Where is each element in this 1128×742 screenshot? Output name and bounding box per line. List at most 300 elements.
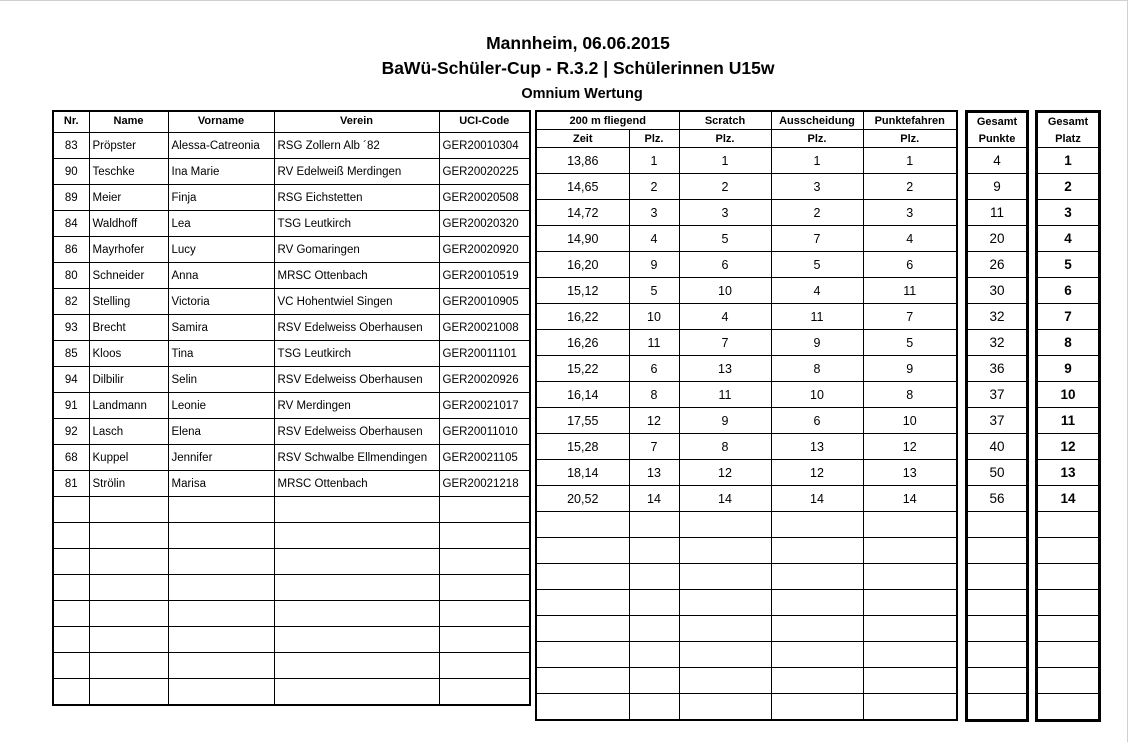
cell-scratch-plz: 12 [679, 460, 771, 486]
cell-punktefahren-plz: 9 [863, 356, 957, 382]
table-row [967, 200, 1028, 226]
cell-gesamt-punkte [967, 564, 1028, 590]
cell-zeit-plz: 1 [629, 148, 679, 174]
table-row [1037, 616, 1100, 642]
cell-nr [53, 653, 89, 679]
cell-punktefahren-plz [863, 668, 957, 694]
cell-gesamt-platz: 14 [1037, 486, 1100, 512]
cell-gesamt-punkte: 40 [967, 434, 1028, 460]
cell-name: Stelling [89, 289, 168, 315]
cell-ausscheidung-plz: 8 [771, 356, 863, 382]
table-row [1037, 434, 1100, 460]
table-row [53, 575, 530, 601]
cell-zeit: 15,28 [536, 434, 629, 460]
cell-scratch-plz: 11 [679, 382, 771, 408]
cell-vorname: Finja [168, 185, 274, 211]
table-row [1037, 382, 1100, 408]
ranking-subtitle: Omnium Wertung [521, 86, 643, 102]
cell-punktefahren-plz: 4 [863, 226, 957, 252]
cell-vorname [168, 627, 274, 653]
cell-verein [274, 627, 439, 653]
cell-gesamt-platz: 10 [1037, 382, 1100, 408]
cell-zeit: 14,90 [536, 226, 629, 252]
cell-verein [274, 679, 439, 706]
cell-verein: RSV Edelweiss Oberhausen [274, 367, 439, 393]
table-row [536, 356, 957, 382]
cell-vorname: Anna [168, 263, 274, 289]
cell-nr [53, 497, 89, 523]
cell-uci-code [439, 627, 530, 653]
cell-gesamt-platz: 4 [1037, 226, 1100, 252]
cell-zeit [536, 590, 629, 616]
cell-gesamt-platz [1037, 564, 1100, 590]
table-row [967, 694, 1028, 721]
cell-ausscheidung-plz: 3 [771, 174, 863, 200]
table-row [536, 226, 957, 252]
cell-nr: 94 [53, 367, 89, 393]
cell-gesamt-punkte [967, 512, 1028, 538]
cell-punktefahren-plz: 10 [863, 408, 957, 434]
cell-uci-code [439, 679, 530, 706]
cell-nr: 80 [53, 263, 89, 289]
cell-nr: 92 [53, 419, 89, 445]
table-row [536, 590, 957, 616]
cell-zeit [536, 512, 629, 538]
cell-gesamt-punkte: 11 [967, 200, 1028, 226]
cell-punktefahren-plz [863, 616, 957, 642]
table-row [1037, 330, 1100, 356]
cell-nr: 82 [53, 289, 89, 315]
cell-nr [53, 575, 89, 601]
cell-uci-code: GER20010905 [439, 289, 530, 315]
cell-name: Mayrhofer [89, 237, 168, 263]
table-row [536, 460, 957, 486]
cell-scratch-plz: 9 [679, 408, 771, 434]
table-row [967, 252, 1028, 278]
cell-punktefahren-plz: 12 [863, 434, 957, 460]
cell-zeit-plz [629, 642, 679, 668]
cell-scratch-plz: 5 [679, 226, 771, 252]
cell-name: Meier [89, 185, 168, 211]
cell-gesamt-platz: 7 [1037, 304, 1100, 330]
cell-gesamt-punkte [967, 590, 1028, 616]
table-row [967, 590, 1028, 616]
cell-ausscheidung-plz [771, 590, 863, 616]
cell-gesamt-platz: 3 [1037, 200, 1100, 226]
cell-verein: RSV Edelweiss Oberhausen [274, 419, 439, 445]
table-row [967, 642, 1028, 668]
table-row [53, 159, 530, 185]
cell-gesamt-platz [1037, 616, 1100, 642]
cell-gesamt-punkte: 20 [967, 226, 1028, 252]
table-row [967, 564, 1028, 590]
table-row [536, 668, 957, 694]
table-row [53, 601, 530, 627]
table-row [53, 523, 530, 549]
cell-gesamt-platz: 12 [1037, 434, 1100, 460]
cell-nr: 86 [53, 237, 89, 263]
table-row [536, 538, 957, 564]
cell-vorname: Jennifer [168, 445, 274, 471]
cell-verein: RSG Eichstetten [274, 185, 439, 211]
cell-verein [274, 523, 439, 549]
cell-verein: TSG Leutkirch [274, 341, 439, 367]
cell-uci-code: GER20020225 [439, 159, 530, 185]
table-row [536, 148, 957, 174]
cell-nr [53, 679, 89, 706]
cell-zeit [536, 668, 629, 694]
cell-vorname: Lea [168, 211, 274, 237]
cell-nr [53, 523, 89, 549]
col-header-nr: Nr. [53, 111, 89, 133]
table-row [536, 382, 957, 408]
cell-uci-code [439, 575, 530, 601]
col-header-name: Name [89, 111, 168, 133]
cell-punktefahren-plz: 14 [863, 486, 957, 512]
table-row [1037, 512, 1100, 538]
col-header-zeit: Zeit [536, 130, 629, 148]
cell-vorname: Leonie [168, 393, 274, 419]
cell-uci-code: GER20020320 [439, 211, 530, 237]
col-header-scratch: Scratch [679, 111, 771, 130]
cell-ausscheidung-plz [771, 616, 863, 642]
table-row [53, 653, 530, 679]
cell-uci-code: GER20011010 [439, 419, 530, 445]
table-row [53, 679, 530, 706]
cell-ausscheidung-plz: 4 [771, 278, 863, 304]
cell-gesamt-punkte: 32 [967, 304, 1028, 330]
cell-gesamt-platz: 8 [1037, 330, 1100, 356]
table-row [1037, 278, 1100, 304]
cell-zeit-plz: 14 [629, 486, 679, 512]
cell-punktefahren-plz [863, 512, 957, 538]
table-row [967, 148, 1028, 174]
cell-scratch-plz: 7 [679, 330, 771, 356]
cell-name: Kloos [89, 341, 168, 367]
cell-vorname: Tina [168, 341, 274, 367]
table-row [967, 174, 1028, 200]
cell-punktefahren-plz: 11 [863, 278, 957, 304]
cell-punktefahren-plz [863, 564, 957, 590]
cell-ausscheidung-plz [771, 538, 863, 564]
table-row [967, 512, 1028, 538]
cell-uci-code [439, 523, 530, 549]
cell-verein: RSV Edelweiss Oberhausen [274, 315, 439, 341]
cell-zeit-plz: 8 [629, 382, 679, 408]
cell-vorname: Ina Marie [168, 159, 274, 185]
cell-verein: RSV Schwalbe Ellmendingen [274, 445, 439, 471]
table-row [967, 668, 1028, 694]
cell-name [89, 549, 168, 575]
event-title: BaWü-Schüler-Cup - R.3.2 | Schülerinnen U15w [381, 58, 775, 78]
cell-vorname [168, 575, 274, 601]
cell-punktefahren-plz: 7 [863, 304, 957, 330]
cell-gesamt-punkte: 50 [967, 460, 1028, 486]
col-header-verein: Verein [274, 111, 439, 133]
table-row [536, 278, 957, 304]
cell-name: Strölin [89, 471, 168, 497]
cell-name [89, 627, 168, 653]
cell-uci-code: GER20020508 [439, 185, 530, 211]
cell-nr: 93 [53, 315, 89, 341]
cell-verein: MRSC Ottenbach [274, 263, 439, 289]
table-row [1037, 148, 1100, 174]
cell-gesamt-platz: 9 [1037, 356, 1100, 382]
cell-scratch-plz: 10 [679, 278, 771, 304]
cell-zeit: 18,14 [536, 460, 629, 486]
cell-scratch-plz: 2 [679, 174, 771, 200]
cell-verein [274, 601, 439, 627]
cell-uci-code: GER20010304 [439, 133, 530, 159]
cell-zeit: 14,65 [536, 174, 629, 200]
table-row [1037, 304, 1100, 330]
cell-ausscheidung-plz [771, 512, 863, 538]
table-row [967, 460, 1028, 486]
cell-verein [274, 653, 439, 679]
col-header-vorname: Vorname [168, 111, 274, 133]
col-header-200m-fliegend: 200 m fliegend [536, 111, 679, 130]
table-row [53, 211, 530, 237]
cell-zeit-plz: 4 [629, 226, 679, 252]
cell-name: Brecht [89, 315, 168, 341]
cell-ausscheidung-plz [771, 642, 863, 668]
cell-vorname: Selin [168, 367, 274, 393]
total-points-table [965, 110, 1029, 722]
cell-ausscheidung-plz: 7 [771, 226, 863, 252]
cell-uci-code [439, 549, 530, 575]
table-row [1037, 564, 1100, 590]
table-row [536, 642, 957, 668]
table-row [967, 382, 1028, 408]
cell-nr: 68 [53, 445, 89, 471]
cell-verein: VC Hohentwiel Singen [274, 289, 439, 315]
cell-scratch-plz [679, 564, 771, 590]
cell-uci-code [439, 497, 530, 523]
table-row [536, 434, 957, 460]
table-row [1037, 252, 1100, 278]
cell-gesamt-platz: 11 [1037, 408, 1100, 434]
cell-zeit-plz: 3 [629, 200, 679, 226]
cell-zeit-plz [629, 538, 679, 564]
cell-zeit-plz: 2 [629, 174, 679, 200]
table-row [967, 330, 1028, 356]
col-header-platz: Platz [1037, 130, 1100, 148]
cell-zeit-plz: 10 [629, 304, 679, 330]
cell-uci-code [439, 601, 530, 627]
cell-gesamt-punkte [967, 694, 1028, 721]
cell-nr: 91 [53, 393, 89, 419]
table-row [53, 289, 530, 315]
cell-zeit: 14,72 [536, 200, 629, 226]
table-row [536, 564, 957, 590]
cell-ausscheidung-plz: 6 [771, 408, 863, 434]
cell-gesamt-punkte: 37 [967, 408, 1028, 434]
cell-gesamt-platz [1037, 694, 1100, 721]
table-row [536, 304, 957, 330]
col-header-gesamt-punkte: Gesamt [967, 112, 1028, 131]
cell-gesamt-platz: 6 [1037, 278, 1100, 304]
cell-punktefahren-plz [863, 694, 957, 721]
cell-uci-code [439, 653, 530, 679]
table-row [53, 419, 530, 445]
cell-gesamt-punkte [967, 668, 1028, 694]
cell-gesamt-platz [1037, 590, 1100, 616]
cell-gesamt-punkte [967, 616, 1028, 642]
cell-name: Waldhoff [89, 211, 168, 237]
cell-uci-code: GER20021218 [439, 471, 530, 497]
cell-vorname [168, 497, 274, 523]
cell-scratch-plz [679, 694, 771, 721]
cell-name [89, 679, 168, 706]
cell-ausscheidung-plz: 12 [771, 460, 863, 486]
cell-zeit-plz [629, 668, 679, 694]
cell-name: Landmann [89, 393, 168, 419]
cell-vorname [168, 549, 274, 575]
cell-zeit-plz [629, 512, 679, 538]
col-header-ausscheidung-plz: Plz. [771, 130, 863, 148]
cell-verein [274, 497, 439, 523]
cell-scratch-plz: 3 [679, 200, 771, 226]
cell-vorname [168, 601, 274, 627]
cell-verein: RV Edelweiß Merdingen [274, 159, 439, 185]
cell-ausscheidung-plz: 13 [771, 434, 863, 460]
cell-zeit-plz: 6 [629, 356, 679, 382]
cell-name: Lasch [89, 419, 168, 445]
table-row [1037, 486, 1100, 512]
cell-zeit: 15,22 [536, 356, 629, 382]
cell-gesamt-punkte: 56 [967, 486, 1028, 512]
cell-scratch-plz [679, 512, 771, 538]
cell-punktefahren-plz: 2 [863, 174, 957, 200]
table-row [967, 538, 1028, 564]
cell-uci-code: GER20020926 [439, 367, 530, 393]
table-row [1037, 174, 1100, 200]
cell-nr: 81 [53, 471, 89, 497]
table-row [536, 694, 957, 721]
cell-gesamt-punkte: 4 [967, 148, 1028, 174]
col-header-zeit-plz: Plz. [629, 130, 679, 148]
cell-nr [53, 549, 89, 575]
table-row [53, 471, 530, 497]
cell-gesamt-punkte [967, 538, 1028, 564]
cell-verein: RSG Zollern Alb ´82 [274, 133, 439, 159]
table-row [536, 200, 957, 226]
cell-ausscheidung-plz: 5 [771, 252, 863, 278]
table-row [536, 174, 957, 200]
table-row [53, 185, 530, 211]
cell-gesamt-platz: 5 [1037, 252, 1100, 278]
table-row [967, 356, 1028, 382]
cell-name: Teschke [89, 159, 168, 185]
cell-zeit-plz: 12 [629, 408, 679, 434]
cell-name [89, 575, 168, 601]
cell-zeit: 16,20 [536, 252, 629, 278]
col-header-punktefahren: Punktefahren [863, 111, 957, 130]
cell-vorname: Victoria [168, 289, 274, 315]
table-row [536, 486, 957, 512]
table-row [53, 549, 530, 575]
cell-name: Pröpster [89, 133, 168, 159]
cell-gesamt-platz: 2 [1037, 174, 1100, 200]
cell-zeit-plz [629, 564, 679, 590]
table-row [967, 486, 1028, 512]
cell-name: Schneider [89, 263, 168, 289]
table-row [53, 237, 530, 263]
cell-ausscheidung-plz [771, 694, 863, 721]
table-row [967, 408, 1028, 434]
col-header-uci: UCI-Code [439, 111, 530, 133]
col-header-ausscheidung: Ausscheidung [771, 111, 863, 130]
cell-gesamt-punkte: 37 [967, 382, 1028, 408]
table-row [1037, 538, 1100, 564]
cell-uci-code: GER20010519 [439, 263, 530, 289]
cell-zeit: 13,86 [536, 148, 629, 174]
discipline-results-table [535, 110, 958, 721]
table-row [536, 408, 957, 434]
table-row [53, 627, 530, 653]
table-row [536, 616, 957, 642]
table-row [536, 512, 957, 538]
cell-ausscheidung-plz: 14 [771, 486, 863, 512]
table-row [1037, 642, 1100, 668]
cell-vorname: Lucy [168, 237, 274, 263]
table-row [53, 445, 530, 471]
cell-gesamt-punkte: 9 [967, 174, 1028, 200]
cell-scratch-plz [679, 590, 771, 616]
col-header-punkte: Punkte [967, 130, 1028, 148]
cell-gesamt-punkte: 26 [967, 252, 1028, 278]
cell-zeit-plz: 7 [629, 434, 679, 460]
cell-ausscheidung-plz [771, 564, 863, 590]
table-row [967, 226, 1028, 252]
cell-vorname [168, 523, 274, 549]
cell-uci-code: GER20021105 [439, 445, 530, 471]
cell-verein: MRSC Ottenbach [274, 471, 439, 497]
col-header-gesamt-platz: Gesamt [1037, 112, 1100, 131]
cell-scratch-plz [679, 538, 771, 564]
cell-zeit: 20,52 [536, 486, 629, 512]
cell-scratch-plz: 4 [679, 304, 771, 330]
table-row [1037, 408, 1100, 434]
table-row [1037, 356, 1100, 382]
cell-punktefahren-plz: 3 [863, 200, 957, 226]
cell-ausscheidung-plz: 9 [771, 330, 863, 356]
total-rank-table [1035, 110, 1101, 722]
cell-punktefahren-plz: 5 [863, 330, 957, 356]
cell-verein [274, 575, 439, 601]
cell-punktefahren-plz [863, 590, 957, 616]
cell-vorname: Alessa-Catreonia [168, 133, 274, 159]
cell-gesamt-platz [1037, 668, 1100, 694]
cell-zeit-plz: 9 [629, 252, 679, 278]
table-row [967, 434, 1028, 460]
cell-scratch-plz [679, 616, 771, 642]
cell-verein: RV Gomaringen [274, 237, 439, 263]
cell-name: Kuppel [89, 445, 168, 471]
cell-scratch-plz: 13 [679, 356, 771, 382]
cell-scratch-plz [679, 668, 771, 694]
cell-vorname: Samira [168, 315, 274, 341]
cell-nr [53, 601, 89, 627]
table-row [53, 315, 530, 341]
event-location-date: Mannheim, 06.06.2015 [486, 33, 670, 53]
table-row [53, 367, 530, 393]
cell-uci-code: GER20021017 [439, 393, 530, 419]
cell-zeit [536, 564, 629, 590]
cell-name [89, 497, 168, 523]
col-header-scratch-plz: Plz. [679, 130, 771, 148]
cell-nr: 90 [53, 159, 89, 185]
